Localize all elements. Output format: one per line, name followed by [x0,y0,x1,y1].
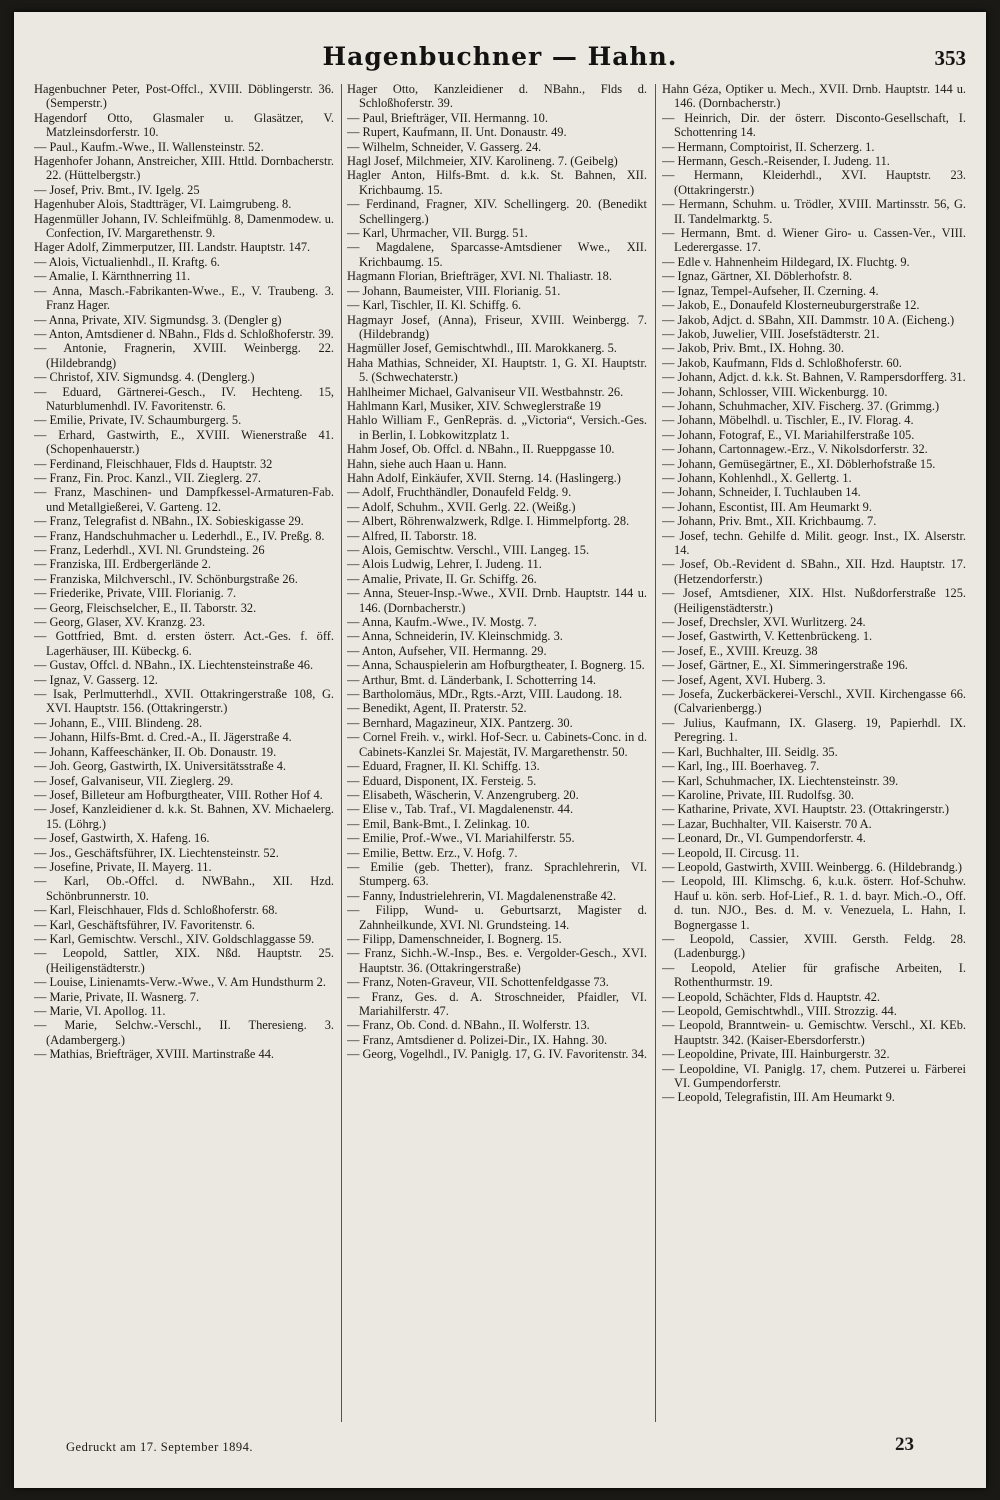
directory-page [14,12,986,1488]
directory-entry: — Antonie, Fragnerin, XVIII. Weinbergg. 22. (Hildebrandg) [34,341,334,370]
directory-entry: — Karl, Schuhmacher, IX. Liechtensteinstr. 39. [662,773,899,788]
directory-entry: — Jakob, Juwelier, VIII. Josefstädterstr. 21. [662,326,880,341]
directory-entry: — Gottfried, Bmt. d. ersten österr. Act.-Ges. f. öff. Lagerhäuser, III. Kübeckg. 6. [34,629,334,658]
directory-entry: — Alfred, II. Taborstr. 18. [347,528,477,543]
directory-entry: — Karl, Buchhalter, III. Seidlg. 35. [662,744,838,759]
directory-entry: — Bartholomäus, MDr., Rgts.-Arzt, VIII. Laudong. 18. [347,687,623,702]
directory-entry: — Ferdinand, Fleischhauer, Flds d. Hauptstr. 32 [34,456,273,471]
directory-entry: — Leopold, Atelier für grafische Arbeiten, I. Rothenthurmstr. 19. [662,960,966,990]
directory-entry: — Johann, Fotograf, E., VI. Mariahilferstraße 105. [662,427,915,442]
directory-entry: — Karl, Gemischtw. Verschl., XIV. Goldschlaggasse 59. [34,931,315,946]
directory-entry: — Erhard, Gastwirth, E., XVIII. Wienerstraße 41. (Schopenhauerstr.) [34,427,334,457]
directory-entry: — Johann, Hilfs-Bmt. d. Cred.-A., II. Jägerstraße 4. [34,730,292,745]
directory-entry: — Leopold, Branntwein- u. Gemischtw. Verschl., XI. KEb. Hauptstr. 342. (Kaiser-Ebersdorferstr.) [662,1018,966,1047]
directory-entry: — Emil, Bank-Bmt., I. Zelinkag. 10. [347,816,530,831]
signature-mark: 23 [895,1434,914,1455]
directory-entry: — Johann, Gemüsegärtner, E., XI. Döblerhofstraße 15. [662,456,936,471]
directory-entry: — Karl, Uhrmacher, VII. Burgg. 51. [347,226,528,241]
directory-entry: — Franz, Handschuhmacher u. Lederhdl., E., IV. Preßg. 8. [34,528,325,543]
directory-entry: — Josefine, Private, II. Mayerg. 11. [34,859,212,874]
directory-entry: — Magdalene, Sparcasse-Amtsdiener Wwe., XII. Krichbaumg. 15. [347,240,647,269]
directory-entry: — Leopold, II. Circusg. 11. [662,845,800,860]
directory-entry: — Paul., Kaufm.-Wwe., II. Wallensteinstr. 52. [34,139,264,154]
directory-entry: — Fanny, Industrielehrerin, VI. Magdalenenstraße 42. [347,888,617,903]
directory-entry: — Josefa, Zuckerbäckerei-Verschl., XVII. Kirchengasse 66. (Calvarienbergg.) [662,687,966,716]
directory-entry: — Leonard, Dr., VI. Gumpendorferstr. 4. [662,831,866,846]
directory-entry: — Filipp, Damenschneider, I. Bognerg. 15. [347,931,562,946]
directory-entry: Hagl Josef, Milchmeier, XIV. Karolineng. 7. (Geibelg) [347,154,618,169]
directory-entry: Hagenmüller Johann, IV. Schleifmühlg. 8, Damenmodew. u. Confection, IV. Margarethenstr. 9. [34,211,334,241]
directory-entry: — Franz, Sichh.-W.-Insp., Bes. e. Vergolder-Gesch., XVI. Hauptstr. 36. (Ottakringerstraße) [347,946,647,975]
directory-entry: — Josef, Amtsdiener, XIX. Hlst. Nußdorferstraße 125. (Heiligenstädterstr.) [662,586,966,615]
directory-entry: — Jakob, Adjct. d. SBahn, XII. Dammstr. 10 A. (Eicheng.) [662,312,955,327]
directory-entry: — Hermann, Kleiderhdl., XVI. Hauptstr. 23. (Ottakringerstr.) [662,168,966,197]
directory-entry: — Emilie, Private, IV. Schaumburgerg. 5. [34,413,242,428]
directory-entry: — Heinrich, Dir. der österr. Disconto-Gesellschaft, I. Schottenring 14. [662,110,966,140]
directory-entry: — Louise, Linienamts-Verw.-Wwe., V. Am Hundsthurm 2. [34,975,326,990]
directory-entry: — Edle v. Hahnenheim Hildegard, IX. Fluchtg. 9. [662,254,910,269]
directory-entry: — Johann, Baumeister, VIII. Florianig. 51. [347,283,561,298]
directory-entry: Hagmüller Josef, Gemischtwhdl., III. Marokkanerg. 5. [347,341,617,356]
directory-column-2 [347,82,647,1422]
directory-entry: — Karl, Ing., III. Boerhaveg. 7. [662,759,820,774]
directory-entry: — Johann, Schneider, I. Tuchlauben 14. [662,485,861,500]
directory-entry: Hagenhuber Alois, Stadtträger, VI. Laimgrubeng. 8. [34,197,292,212]
directory-entry: — Wilhelm, Schneider, V. Gasserg. 24. [347,139,542,154]
directory-entry: — Rupert, Kaufmann, II. Unt. Donaustr. 49. [347,125,567,140]
directory-entry: — Joh. Georg, Gastwirth, IX. Universitätsstraße 4. [34,759,287,774]
directory-entry: — Anna, Kaufm.-Wwe., IV. Mostg. 7. [347,615,537,630]
column-divider [341,84,342,1422]
directory-entry: — Bernhard, Magazineur, XIX. Pantzerg. 30. [347,715,573,730]
directory-entry: — Josef, Priv. Bmt., IV. Igelg. 25 [34,182,200,197]
directory-entry: — Leopold, Gastwirth, XVIII. Weinbergg. 6. (Hildebrandg.) [662,859,962,874]
directory-entry: — Karl, Ob.-Offcl. d. NWBahn., XII. Hzd. Schönbrunnerstr. 10. [34,874,334,903]
directory-entry: — Franz, Lederhdl., XVI. Nl. Grundsteing. 26 [34,543,265,557]
directory-entry: — Franz, Ges. d. A. Stroschneider, Pfaidler, VI. Mariahilferstr. 47. [347,989,647,1018]
directory-column-1 [34,82,334,1422]
directory-entry: — Johann, Schuhmacher, XIV. Fischerg. 37. (Grimmg.) [662,398,940,413]
directory-entry: — Josef, Galvaniseur, VII. Zieglerg. 29. [34,773,234,788]
directory-entry: — Johann, Cartonnagew.-Erz., V. Nikolsdorferstr. 32. [662,442,928,457]
directory-entry: — Anna, Schneiderin, IV. Kleinschmidg. 3. [347,629,563,644]
directory-entry: — Josef, Drechsler, XVI. Wurlitzerg. 24. [662,615,866,630]
directory-entry: Hagmann Florian, Briefträger, XVI. Nl. Thaliastr. 18. [347,269,612,284]
directory-entry: — Johann, Möbelhdl. u. Tischler, E., IV. Florag. 4. [662,413,914,428]
directory-entry: — Katharine, Private, XVI. Hauptstr. 23. (Ottakringerstr.) [662,802,949,817]
directory-entry: — Franz, Fin. Proc. Kanzl., VII. Zieglerg. 27. [34,470,262,485]
directory-entry: — Paul, Briefträger, VII. Hermanng. 10. [347,110,548,125]
directory-entry: — Georg, Glaser, XV. Kranzg. 23. [34,615,206,630]
directory-entry: — Adolf, Fruchthändler, Donaufeld Feldg. 9. [347,485,572,500]
directory-entry: — Franziska, Milchverschl., IV. Schönburgstraße 26. [34,571,298,586]
directory-entry: — Alois Ludwig, Lehrer, I. Judeng. 11. [347,557,542,572]
directory-entry: — Josef, Ob.-Revident d. SBahn., XII. Hzd. Hauptstr. 17. (Hetzendorferstr.) [662,557,966,586]
directory-entry: — Marie, VI. Apollog. 11. [34,1004,166,1018]
print-date: Gedruckt am 17. September 1894. [66,1440,253,1454]
directory-entry: Hagenbuchner Peter, Post-Offcl., XVIII. Döblingerstr. 36. (Semperstr.) [34,82,334,111]
directory-entry: — Filipp, Wund- u. Geburtsarzt, Magister d. Zahnheilkunde, XVI. Nl. Grundsteing. 14. [347,903,647,932]
directory-entry: — Anton, Amtsdiener d. NBahn., Flds d. Schloßhoferstr. 39. [34,326,334,341]
directory-entry: — Ignaz, Tempel-Aufseher, II. Czerning. 4. [662,283,879,298]
directory-entry: — Leopold, Cassier, XVIII. Gersth. Feldg. 28. (Ladenburgg.) [662,931,966,961]
directory-entry: — Josef, Gärtner, E., XI. Simmeringerstraße 196. [662,658,908,673]
directory-entry: — Leopoldine, VI. Paniglg. 17, chem. Putzerei u. Färberei VI. Gumpendorferstr. [662,1061,966,1091]
directory-entry: — Josef, Kanzleidiener d. k.k. St. Bahnen, XV. Michaelerg. 15. (Löhrg.) [34,802,334,831]
directory-entry: — Ignaz, Gärtner, XI. Döblerhofstr. 8. [662,269,853,284]
directory-entry: — Alois, Victualienhdl., II. Kraftg. 6. [34,254,220,269]
directory-entry: — Franz, Telegrafist d. NBahn., IX. Sobieskigasse 29. [34,514,304,529]
directory-entry: — Josef, Billeteur am Hofburgtheater, VIII. Rother Hof 4. [34,787,323,802]
directory-entry: — Ignaz, V. Gasserg. 12. [34,672,158,687]
directory-entry: — Amalie, Private, II. Gr. Schiffg. 26. [347,571,537,586]
directory-entry: — Amalie, I. Kärnthnerring 11. [34,269,191,284]
directory-entry: — Franz, Amtsdiener d. Polizei-Dir., IX. Hahng. 30. [347,1032,608,1047]
directory-entry: — Cornel Freih. v., wirkl. Hof-Secr. u. Cabinets-Conc. in d. Cabinets-Kanzlei Sr. Majestät, IV. Margarethenstr. 50. [347,730,647,759]
directory-entry: — Adolf, Schuhm., XVII. Gerlg. 22. (Weißg.) [347,499,576,514]
directory-entry: Hagler Anton, Hilfs-Bmt. d. k.k. St. Bahnen, XII. Krichbaumg. 15. [347,168,647,197]
directory-entry: — Josef, Agent, XVI. Huberg. 3. [662,672,826,687]
directory-entry: — Josef, E., XVIII. Kreuzg. 38 [662,643,818,658]
directory-entry: Hagenhofer Johann, Anstreicher, XIII. Httld. Dornbacherstr. 22. (Hüttelbergstr.) [34,154,334,183]
directory-entry: — Ferdinand, Fragner, XIV. Schellingerg. 20. (Benedikt Schellingerg.) [347,197,647,226]
directory-entry: Hahn Adolf, Einkäufer, XVII. Sterng. 14. (Haslingerg.) [347,470,621,485]
directory-entry: Haha Mathias, Schneider, XI. Hauptstr. 1, G. XI. Hauptstr. 5. (Schwechaterstr.) [347,355,647,385]
directory-entry: — Eduard, Gärtnerei-Gesch., IV. Hechteng. 15, Naturblumenhdl. IV. Favoritenstr. 6. [34,384,334,413]
directory-entry: — Marie, Selchw.-Verschl., II. Theresieng. 3. (Adambergerg.) [34,1018,334,1047]
directory-entry: — Mathias, Briefträger, XVIII. Martinstraße 44. [34,1047,275,1062]
directory-entry: — Georg, Fleischselcher, E., II. Taborstr. 32. [34,600,257,615]
directory-entry: — Christof, XIV. Sigmundsg. 4. (Denglerg.) [34,370,255,385]
directory-entry: — Arthur, Bmt. d. Länderbank, I. Schotterring 14. [347,672,596,687]
directory-entry: Hager Otto, Kanzleidiener d. NBahn., Flds d. Schloßhoferstr. 39. [347,82,647,111]
directory-entry: — Lazar, Buchhalter, VII. Kaiserstr. 70 A. [662,816,872,831]
directory-entry: — Leopoldine, Private, III. Hainburgerstr. 32. [662,1047,890,1062]
directory-entry: — Hermann, Schuhm. u. Trödler, XVIII. Martinsstr. 56, G. II. Tandelmarktg. 5. [662,197,966,226]
directory-entry: — Anna, Schauspielerin am Hofburgtheater, I. Bognerg. 15. [347,658,645,673]
directory-entry: Hahlmann Karl, Musiker, XIV. Schweglerstraße 19 [347,398,601,413]
directory-entry: Hagendorf Otto, Glasmaler u. Glasätzer, V. Matzleinsdorferstr. 10. [34,110,334,140]
directory-entry: — Eduard, Disponent, IX. Fersteig. 5. [347,773,537,788]
directory-entry: — Alois, Gemischtw. Verschl., VIII. Langeg. 15. [347,543,590,557]
directory-entry: — Leopold, Telegrafistin, III. Am Heumarkt 9. [662,1090,895,1105]
directory-entry: — Elise v., Tab. Traf., VI. Magdalenenstr. 44. [347,802,574,817]
directory-entry: — Johann, Schlosser, VIII. Wickenburgg. 10. [662,384,888,399]
directory-entry: — Karl, Fleischhauer, Flds d. Schloßhoferstr. 68. [34,903,278,918]
directory-entry: — Franziska, III. Erdbergerlände 2. [34,557,211,572]
directory-entry: — Leopold, III. Klimschg. 6, k.u.k. österr. Hof-Schuhw. Hauf u. kön. serb. Hof-Lief., R. 1. d. bayr. Mich.-O., Off. d. tun. NJO., Bes. d. M. v. Venezuela, L. Hahn, I. Bognergasse 1. [662,874,966,932]
directory-entry: — Jakob, Priv. Bmt., IX. Hohng. 30. [662,341,844,356]
directory-entry: — Leopold, Gemischtwhdl., VIII. Strozzig. 44. [662,1004,897,1018]
directory-entry: — Anna, Private, XIV. Sigmundsg. 3. (Dengler g) [34,312,282,327]
directory-entry: — Benedikt, Agent, II. Praterstr. 52. [347,701,527,716]
directory-entry: — Isak, Perlmutterhdl., XVII. Ottakringerstraße 108, G. XVI. Hauptstr. 156. (Ottakringerstr.) [34,687,334,716]
page-header [14,40,986,80]
directory-entry: Hagmayr Josef, (Anna), Friseur, XVIII. Weinbergg. 7. (Hildebrandg) [347,312,647,341]
directory-entry: — Karl, Tischler, II. Kl. Schiffg. 6. [347,298,522,313]
directory-entry: — Georg, Vogelhdl., IV. Paniglg. 17, G. IV. Favoritenstr. 34. [347,1047,647,1062]
directory-entry: — Julius, Kaufmann, IX. Glaserg. 19, Papierhdl. IX. Peregring. 1. [662,715,966,745]
directory-entry: — Johann, Escontist, III. Am Heumarkt 9. [662,499,872,514]
directory-entry: — Franz, Ob. Cond. d. NBahn., II. Wolferstr. 13. [347,1018,590,1033]
directory-entry: — Anton, Aufseher, VII. Hermanng. 29. [347,643,547,658]
directory-entry: — Josef, Gastwirth, V. Kettenbrückeng. 1. [662,629,873,644]
directory-entry: — Karoline, Private, III. Rudolfsg. 30. [662,787,855,802]
directory-entry: Hahm Josef, Ob. Offcl. d. NBahn., II. Rueppgasse 10. [347,442,615,457]
column-divider [655,84,656,1422]
directory-entry: — Emilie (geb. Thetter), franz. Sprachlehrerin, VI. Stumperg. 63. [347,859,647,889]
directory-entry: — Franz, Maschinen- und Dampfkessel-Armaturen-Fab. und Metallgießerei, V. Garteng. 12. [34,485,334,514]
directory-entry: — Jakob, E., Donaufeld Klosterneuburgerstraße 12. [662,298,920,313]
directory-entry: — Jos., Geschäftsführer, IX. Liechtensteinstr. 52. [34,845,279,860]
directory-entry: — Emilie, Prof.-Wwe., VI. Mariahilferstr. 55. [347,831,575,846]
directory-entry: Hager Adolf, Zimmerputzer, III. Landstr. Hauptstr. 147. [34,240,311,255]
page-title: Hagenbuchner — Hahn. [322,42,678,71]
directory-entry: — Anna, Steuer-Insp.-Wwe., XVII. Drnb. Hauptstr. 144 u. 146. (Dornbacherstr.) [347,586,647,615]
directory-entry: — Anna, Masch.-Fabrikanten-Wwe., E., V. Traubeng. 3. Franz Hager. [34,283,334,313]
page-number: 353 [934,46,966,70]
directory-entry: — Franz, Noten-Graveur, VII. Schottenfeldgasse 73. [347,975,609,990]
directory-entry: — Hermann, Bmt. d. Wiener Giro- u. Cassen-Ver., VIII. Lederergasse. 17. [662,226,966,255]
directory-entry: — Hermann, Gesch.-Reisender, I. Judeng. 11. [662,154,890,169]
directory-entry: — Karl, Geschäftsführer, IV. Favoritenstr. 6. [34,917,255,932]
directory-entry: — Josef, Gastwirth, X. Hafeng. 16. [34,831,210,846]
directory-entry: — Leopold, Schächter, Flds d. Hauptstr. 42. [662,989,881,1004]
directory-entry: — Johann, E., VIII. Blindeng. 28. [34,715,203,730]
directory-entry: — Hermann, Comptoirist, II. Scherzerg. 1. [662,139,875,154]
directory-entry: — Johann, Kaffeeschänker, II. Ob. Donaustr. 19. [34,744,277,759]
directory-column-3 [662,82,966,1422]
directory-entry: Hahn, siehe auch Haan u. Hann. [347,456,507,471]
directory-entry: Hahlo William F., GenRepräs. d. „Victoria“, Versich.-Ges. in Berlin, I. Lobkowitzplatz 1. [347,413,647,442]
directory-entry: Hahlheimer Michael, Galvaniseur VII. Westbahnstr. 26. [347,384,624,399]
directory-entry: — Marie, Private, II. Wasnerg. 7. [34,989,200,1004]
directory-entry: — Emilie, Bettw. Erz., V. Hofg. 7. [347,845,518,860]
directory-entry: — Johann, Adjct. d. k.k. St. Bahnen, V. Rampersdorfferg. 31. [662,370,966,385]
directory-entry: — Gustav, Offcl. d. NBahn., IX. Liechtensteinstraße 46. [34,658,314,673]
directory-entry: — Josef, techn. Gehilfe d. Milit. geogr. Inst., IX. Alserstr. 14. [662,528,966,557]
directory-entry: — Leopold, Sattler, XIX. Nßd. Hauptstr. 25. (Heiligenstädterstr.) [34,946,334,975]
directory-entry: — Johann, Priv. Bmt., XII. Krichbaumg. 7. [662,514,877,529]
directory-entry: — Eduard, Fragner, II. Kl. Schiffg. 13. [347,759,540,774]
directory-entry: — Jakob, Kaufmann, Flds d. Schloßhoferstr. 60. [662,355,902,370]
directory-entry: — Elisabeth, Wäscherin, V. Anzengruberg. 20. [347,787,579,802]
directory-entry: — Albert, Röhrenwalzwerk, Rdlge. I. Himmelpfortg. 28. [347,514,630,529]
directory-entry: Hahn Géza, Optiker u. Mech., XVII. Drnb. Hauptstr. 144 u. 146. (Dornbacherstr.) [662,82,966,111]
directory-entry: — Friederike, Private, VIII. Florianig. 7. [34,586,237,601]
directory-entry: — Johann, Kohlenhdl., X. Gellertg. 1. [662,470,852,485]
